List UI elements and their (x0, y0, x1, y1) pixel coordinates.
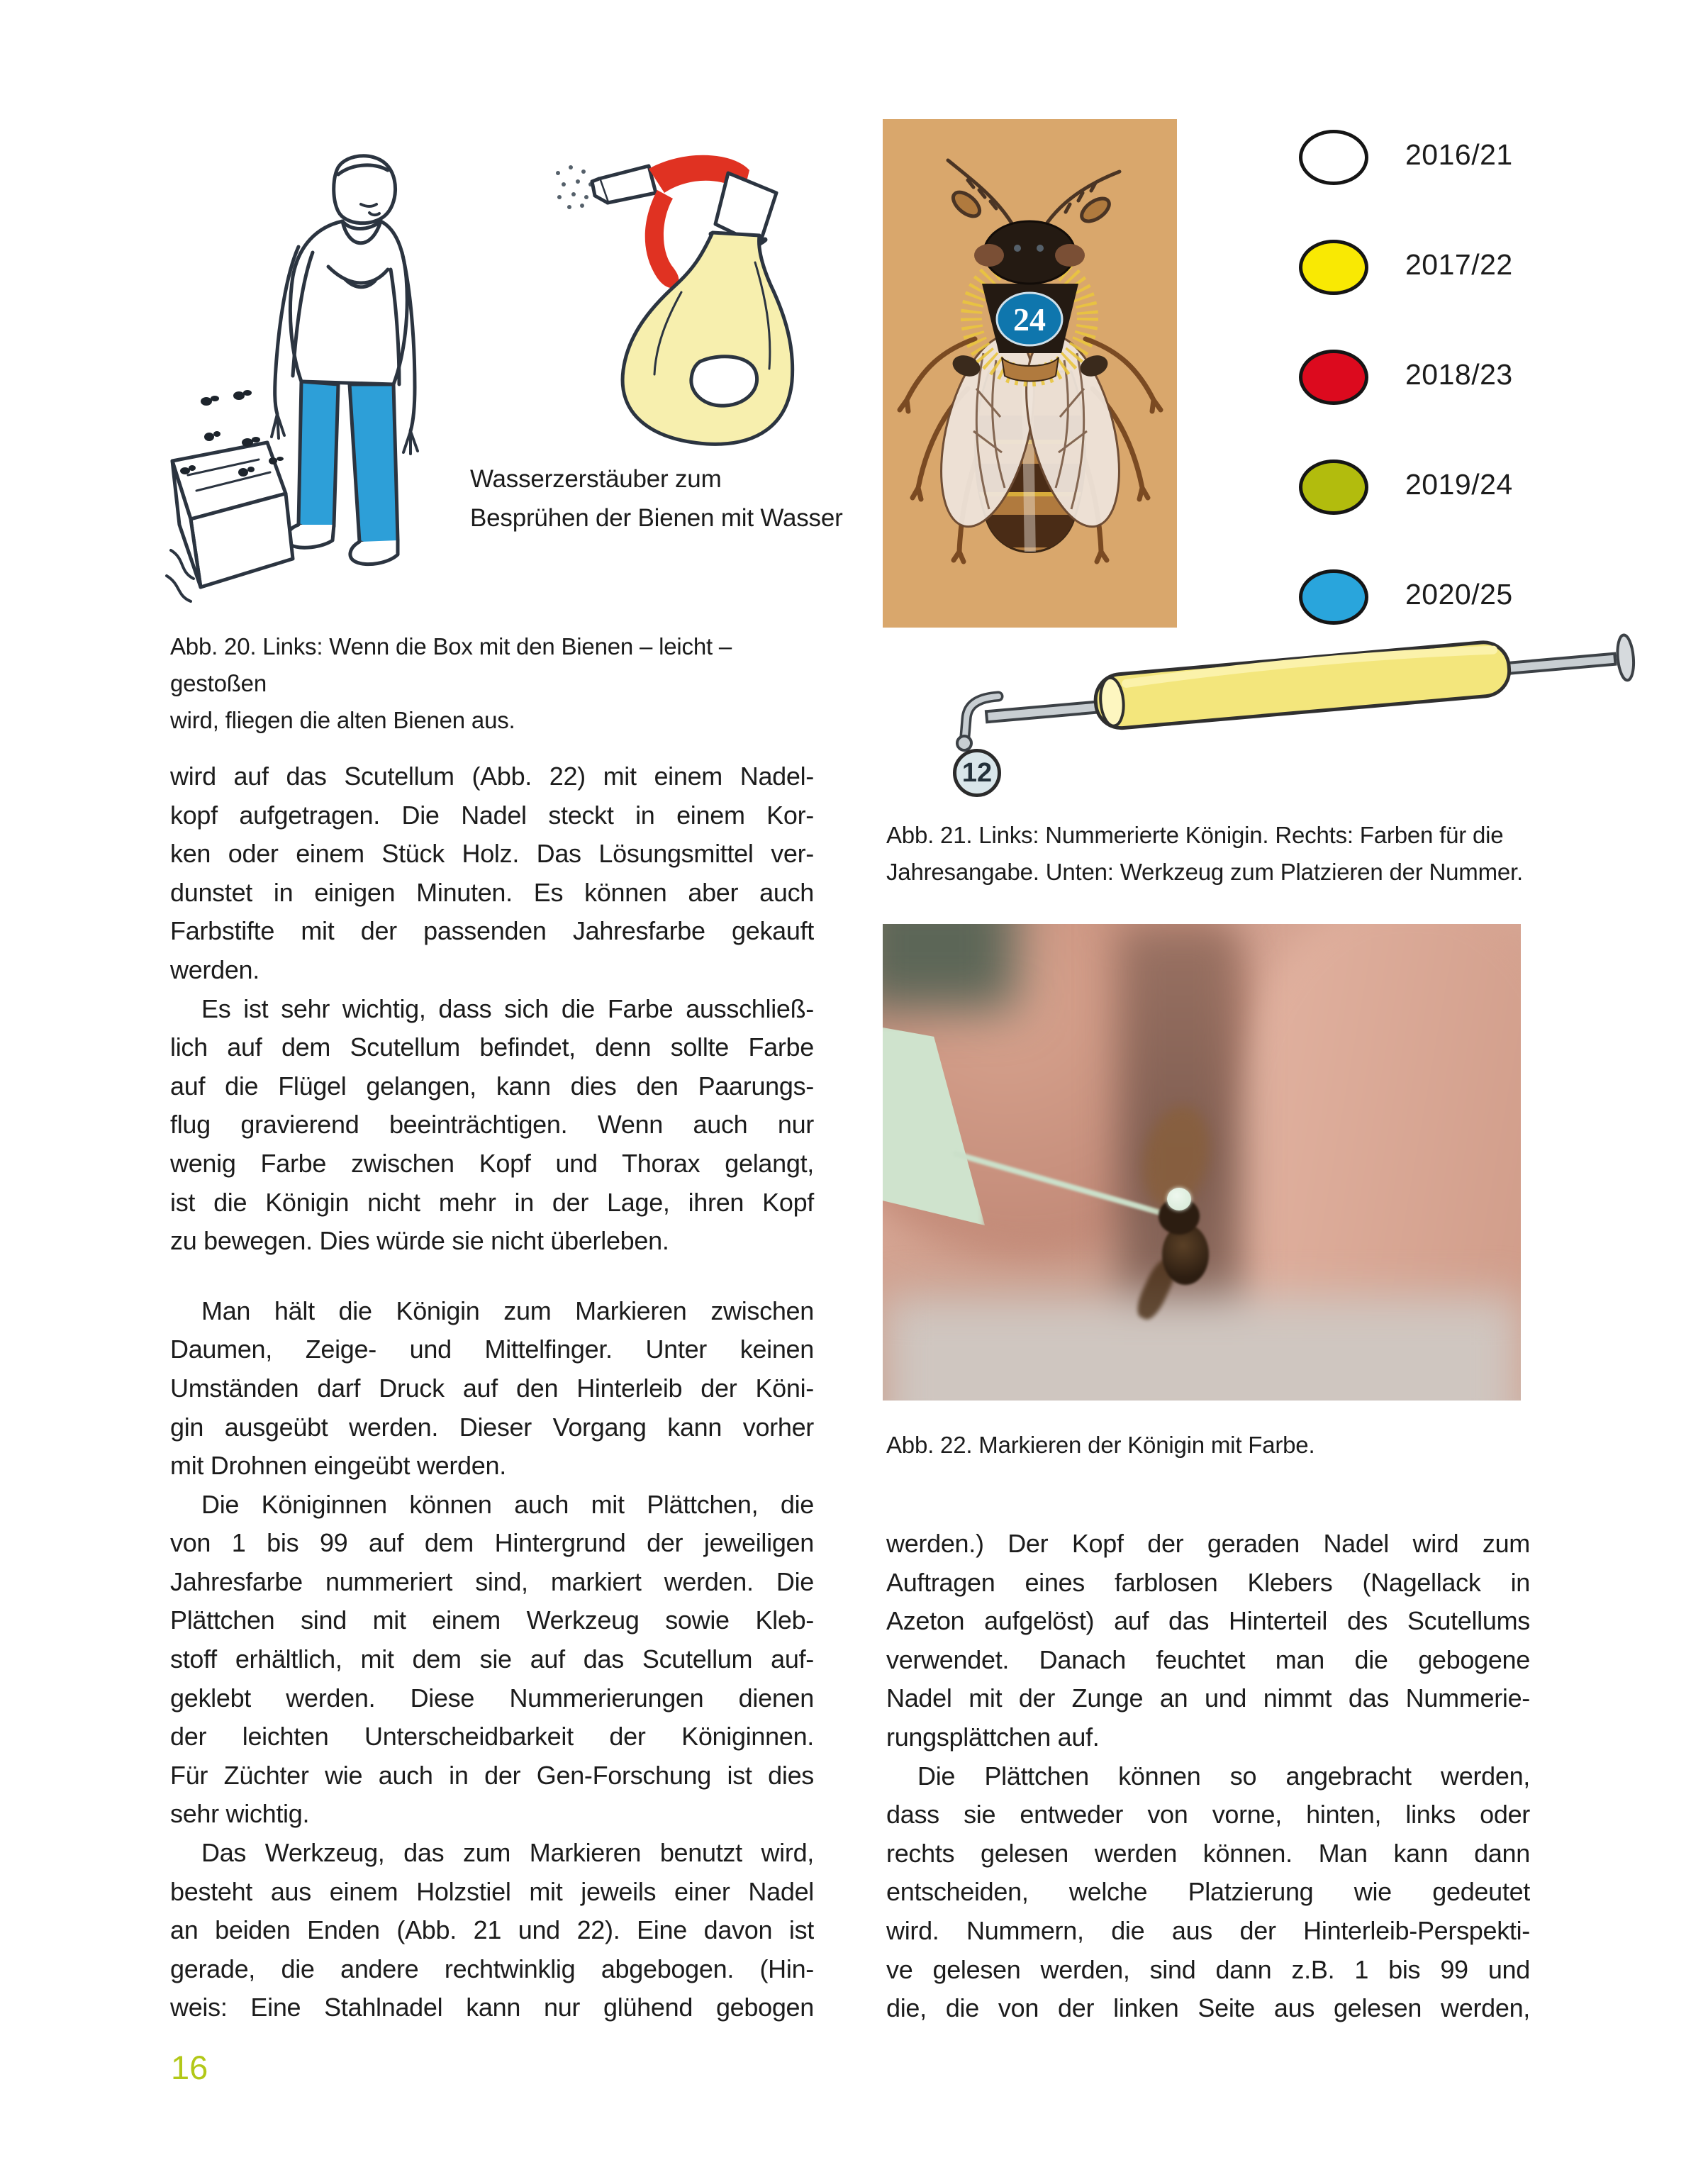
year-label: 2018/23 (1405, 358, 1513, 391)
caption-line: Abb. 20. Links: Wenn die Box mit den Bienen – leicht – gestoßen (170, 633, 732, 696)
text-line: stoff erhältlich, mit dem sie auf das Scutellum auf- (170, 1644, 814, 1674)
text-line: rechts gelesen werden können. Man kann dann (886, 1838, 1530, 1868)
text-line: an beiden Enden (Abb. 21 und 22). Eine davon ist (170, 1915, 814, 1945)
queen-bee-illustration (883, 119, 1177, 628)
text-line: kopf aufgetragen. Die Nadel steckt in einem Kor- (170, 800, 814, 830)
text-line: der leichten Unterscheidbarkeit der Königinnen. (170, 1722, 814, 1752)
caption-line: wird, fliegen die alten Bienen aus. (170, 707, 515, 733)
text-line: sehr wichtig. (170, 1799, 310, 1829)
text-line: gin ausgeübt werden. Dieser Vorgang kann vorher (170, 1412, 814, 1442)
text-line: mit Drohnen eingeübt werden. (170, 1451, 506, 1481)
year-color-disc (1299, 460, 1368, 515)
year-color-disc (1299, 240, 1368, 295)
text-line: dunstet in einigen Minuten. Es können aber auch (170, 877, 814, 907)
text-line: besteht aus einem Holzstiel mit jeweils einer Nadel (170, 1876, 814, 1906)
text-line: Für Züchter wie auch in der Gen-Forschung ist dies (170, 1760, 814, 1790)
text-line: Es ist sehr wichtig, dass sich die Farbe ausschließ- (201, 993, 814, 1023)
text-line: rungsplättchen auf. (886, 1722, 1100, 1752)
plate-number: 12 (961, 757, 993, 788)
text-line: Plättchen sind mit einem Werkzeug sowie Kleb- (170, 1605, 814, 1635)
text-line: ken oder einem Stück Holz. Das Lösungsmittel ver- (170, 839, 814, 869)
text-line: werden.) Der Kopf der geraden Nadel wird zum (886, 1529, 1530, 1558)
marking-tool-illustration (886, 623, 1666, 807)
text-line: Das Werkzeug, das zum Markieren benutzt wird, (201, 1838, 814, 1868)
caption-line: Jahresangabe. Unten: Werkzeug zum Platzieren der Nummer. (886, 859, 1523, 885)
year-legend-row (1299, 460, 1703, 516)
numbered-queen-bee-figure (883, 119, 1177, 628)
text-line: werden. (170, 954, 259, 984)
caption-line: Abb. 22. Markieren der Königin mit Farbe. (886, 1432, 1315, 1458)
text-line: Umständen darf Druck auf den Hinterleib der Köni- (170, 1373, 814, 1403)
water-spray-bottle-illustration (542, 128, 826, 461)
text-line: Auftragen eines farblosen Klebers (Nagellack in (886, 1567, 1530, 1597)
year-legend-row (1299, 130, 1703, 186)
year-color-legend (1299, 106, 1703, 635)
text-line: Daumen, Zeige- und Mittelfinger. Unter keinen (170, 1335, 814, 1364)
text-line: wird auf das Scutellum (Abb. 22) mit einem Nadel- (170, 762, 814, 791)
text-line: lich auf dem Scutellum befindet, denn sollte Farbe (170, 1032, 814, 1062)
text-line: zu bewegen. Dies würde sie nicht überleben. (170, 1226, 669, 1256)
year-color-disc (1299, 569, 1368, 625)
text-line: auf die Flügel gelangen, kann dies den Paarungs- (170, 1071, 814, 1101)
text-line: ve gelesen werden, sind dann z.B. 1 bis 99 und (886, 1954, 1530, 1984)
text-line: wird. Nummern, die aus der Hinterleib-Perspekti- (886, 1915, 1530, 1945)
text-line: von 1 bis 99 auf dem Hintergrund der jeweiligen (170, 1528, 814, 1558)
year-label: 2019/24 (1405, 468, 1513, 501)
text-line: Azeton aufgelöst) auf das Hinterteil des Scutellums (886, 1606, 1530, 1636)
body-text-left-column (170, 757, 814, 2027)
text-line: wenig Farbe zwischen Kopf und Thorax gelangt, (170, 1148, 814, 1178)
body-text-right-column (886, 1525, 1530, 2028)
text-line: Man hält die Königin zum Markieren zwischen (201, 1296, 814, 1325)
text-line: entscheiden, welche Platzierung wie gedeutet (886, 1877, 1530, 1907)
year-label: 2016/21 (1405, 138, 1513, 171)
text-line: die, die von der linken Seite aus gelesen werden, (886, 1993, 1530, 2023)
text-line: dass sie entweder von vorne, hinten, links oder (886, 1800, 1530, 1830)
number-plate-12 (953, 749, 1001, 797)
figure20-caption (170, 628, 822, 739)
year-color-disc (1299, 130, 1368, 185)
year-color-disc (1299, 350, 1368, 405)
spray-mist-icon (556, 165, 593, 209)
year-label: 2020/25 (1405, 578, 1513, 611)
text-line: weis: Eine Stahlnadel kann nur glühend gebogen (170, 1993, 814, 2022)
text-line: geklebt werden. Diese Nummerierungen dienen (170, 1683, 814, 1713)
year-label: 2017/22 (1405, 248, 1513, 281)
text-line: flug gravierend beeinträchtigen. Wenn auch nur (170, 1110, 814, 1140)
spray-caption-line: Besprühen der Bienen mit Wasser (470, 504, 843, 532)
page-number: 16 (171, 2049, 208, 2086)
text-line: ist die Königin nicht mehr in der Lage, ihren Kopf (170, 1187, 814, 1217)
spray-bottle-caption (470, 460, 881, 538)
figure22-caption (886, 1427, 1553, 1464)
text-line: Die Königinnen können auch mit Plättchen, die (201, 1489, 814, 1519)
year-legend-row (1299, 350, 1703, 406)
text-line: Jahresfarbe nummeriert sind, markiert werden. Die (170, 1566, 814, 1596)
text-line: verwendet. Danach feuchtet man die gebogene (886, 1644, 1530, 1674)
person-shaking-bee-box-illustration (160, 128, 464, 624)
dark-corner (883, 924, 1017, 1010)
spray-caption-line: Wasserzerstäuber zum (470, 465, 722, 493)
year-legend-row (1299, 569, 1703, 626)
queen-marking-photo (883, 924, 1521, 1401)
queen-number: 24 (1013, 301, 1046, 338)
bottom-highlight (883, 1296, 1521, 1401)
text-line: Nadel mit der Zunge an und nimmt das Nummerie- (886, 1683, 1530, 1713)
caption-line: Abb. 21. Links: Nummerierte Königin. Rechts: Farben für die (886, 822, 1504, 848)
text-line: Die Plättchen können so angebracht werden, (917, 1761, 1530, 1791)
year-legend-row (1299, 240, 1703, 296)
figure21-caption (886, 817, 1553, 891)
text-line: Farbstifte mit der passenden Jahresfarbe gekauft (170, 916, 814, 946)
text-line: gerade, die andere rechtwinklig abgebogen. (Hin- (170, 1954, 814, 1983)
